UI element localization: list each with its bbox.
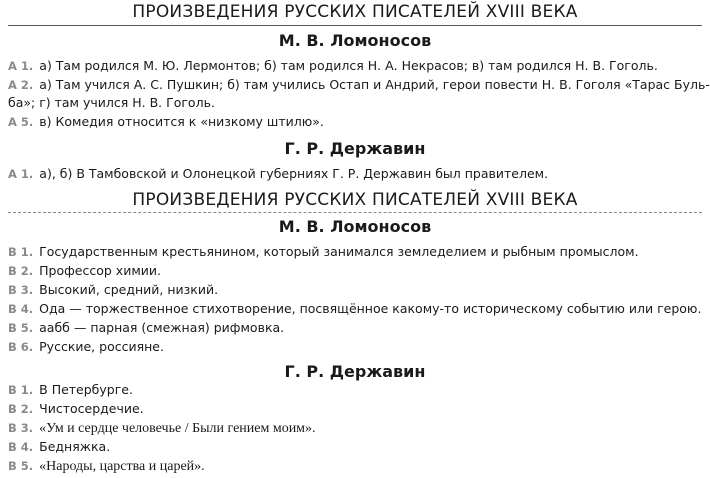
answer-marker: В 5.: [8, 459, 34, 473]
answer-text: ба»; г) там учился Н. В. Гоголь.: [8, 95, 215, 110]
answer-text: а) Там родился М. Ю. Лермонтов; б) там родился Н. А. Некрасов; в) там родился Н. В. Гоголь.: [39, 58, 658, 73]
answer-item: [8, 418, 703, 438]
answer-marker: А 5.: [8, 115, 34, 129]
answer-marker: В 2.: [8, 264, 34, 278]
answer-text: Чистосердечие.: [39, 401, 144, 416]
answer-marker: В 5.: [8, 321, 34, 335]
answer-text: В Петербурге.: [39, 382, 133, 397]
divider: [8, 25, 702, 26]
answer-marker: А 1.: [8, 167, 34, 181]
author-heading: М. В. Ломоносов: [278, 31, 432, 50]
answer-item: [8, 112, 703, 132]
divider: [8, 212, 702, 213]
answer-text: аабб — парная (смежная) рифмовка.: [39, 320, 285, 335]
author-heading: Г. Р. Державин: [284, 362, 426, 381]
answer-item: [8, 399, 703, 419]
answer-text: «Ум и сердце человечье / Были гением моим».: [39, 421, 316, 436]
answer-item-continuation: [8, 93, 703, 112]
answer-marker: В 6.: [8, 340, 34, 354]
answer-text: Русские, россияне.: [39, 339, 164, 354]
answer-text: Профессор химии.: [39, 263, 161, 278]
answer-marker: В 3.: [8, 421, 34, 435]
answer-item: [8, 242, 703, 262]
answer-item: [8, 318, 703, 338]
answer-text: а) Там учился А. С. Пушкин; б) там учились Остап и Андрий, герои повести Н. В. Гоголя «Тарас Буль-: [39, 77, 710, 92]
answer-marker: В 1.: [8, 383, 34, 397]
answer-text: Бедняжка.: [39, 439, 111, 454]
answer-marker: А 1.: [8, 59, 34, 73]
answer-marker: В 2.: [8, 402, 34, 416]
answer-text: Высокий, средний, низкий.: [39, 282, 219, 297]
answer-item: [8, 437, 703, 457]
answer-marker: В 3.: [8, 283, 34, 297]
answer-item: [8, 280, 703, 300]
answer-marker: А 2.: [8, 78, 34, 92]
section-title: ПРОИЗВЕДЕНИЯ РУССКИХ ПИСАТЕЛЕЙ XVIII ВЕКА: [132, 2, 578, 22]
answer-item: [8, 164, 703, 184]
answer-marker: В 1.: [8, 245, 34, 259]
answer-text: «Народы, царства и царей».: [39, 459, 205, 474]
answer-text: Ода — торжественное стихотворение, посвящённое какому-то историческому событию или герою.: [39, 301, 702, 316]
answer-marker: В 4.: [8, 302, 34, 316]
answer-text: а), б) В Тамбовской и Олонецкой губерниях Г. Р. Державин был правителем.: [39, 166, 549, 181]
answer-item: [8, 380, 703, 400]
section-title: ПРОИЗВЕДЕНИЯ РУССКИХ ПИСАТЕЛЕЙ XVIII ВЕКА: [132, 190, 578, 210]
answer-item: [8, 75, 710, 95]
answer-item: [8, 56, 703, 76]
answer-item: [8, 337, 703, 357]
author-heading: М. В. Ломоносов: [278, 217, 432, 236]
answer-item: [8, 456, 703, 476]
answer-text: в) Комедия относится к «низкому штилю».: [39, 114, 324, 129]
answer-item: [8, 299, 703, 319]
author-heading: Г. Р. Державин: [284, 139, 426, 158]
answer-text: Государственным крестьянином, который занимался земледелием и рыбным промыслом.: [39, 244, 639, 259]
answer-marker: В 4.: [8, 440, 34, 454]
answer-item: [8, 261, 703, 281]
